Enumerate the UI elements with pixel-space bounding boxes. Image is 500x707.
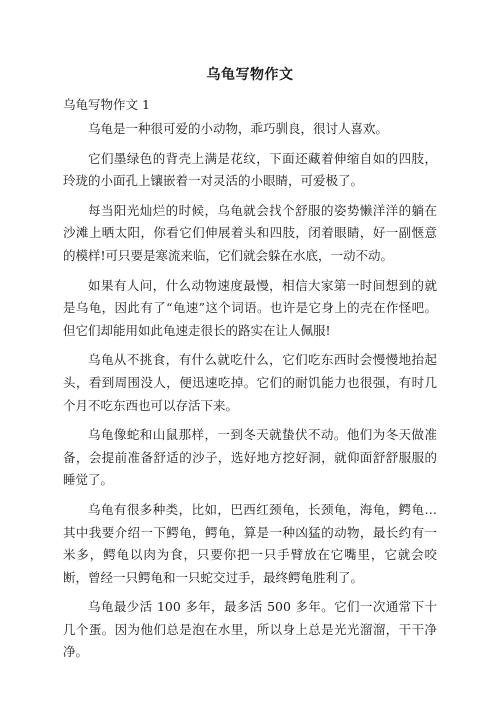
paragraph: 如果有人问，什么动物速度最慢，相信大家第一时间想到的就是乌龟，因此有了“龟速”这个词语。也许是它身上的壳在作怪吧。但它们却能用如此龟速走很长的路实在让人佩服! <box>63 277 437 338</box>
paragraph: 乌龟从不挑食，有什么就吃什么，它们吃东西时会慢慢地抬起头，看到周围没人，便迅速吃掉。它们的耐饥能力也很强，有时几个月不吃东西也可以存活下来。 <box>63 352 437 413</box>
article-body <box>63 118 437 671</box>
section-heading: 乌龟写物作文 1 <box>63 97 150 112</box>
paragraph: 乌龟有很多种类，比如，巴西红颈龟，长颈龟，海龟，鳄龟…其中我要介绍一下鳄龟，鳄龟，算是一种凶猛的动物，最长约有一米多，鳄龟以肉为食，只要你把一只手臂放在它嘴里，它就会咬断，曾经一只鳄龟和一只蛇交过手，最终鳄龟胜利了。 <box>63 501 437 585</box>
paragraph: 乌龟最少活 100 多年，最多活 500 多年。它们一次通常下十几个蛋。因为他们总是泡在水里，所以身上总是光光溜溜，干干净净。 <box>63 599 437 660</box>
paragraph: 它们墨绿色的背壳上满是花纹，下面还藏着伸缩自如的四肢，玲珑的小面孔上镶嵌着一对灵活的小眼睛，可爱极了。 <box>63 150 437 189</box>
paragraph: 乌龟是一种很可爱的小动物，乖巧驯良，很讨人喜欢。 <box>88 121 389 136</box>
paragraph: 乌龟像蛇和山鼠那样，一到冬天就蛰伏不动。他们为冬天做准备，会提前准备舒适的沙子，选好地方挖好洞，就仰面舒舒服服的睡觉了。 <box>63 427 437 488</box>
page-title: 乌龟写物作文 <box>206 67 294 83</box>
paragraph: 每当阳光灿烂的时候，乌龟就会找个舒服的姿势懒洋洋的躺在沙滩上晒太阳，你看它们伸展着头和四肢，闭着眼睛，好一副惬意的模样!可只要是寒流来临，它们就会躲在水底，一动不动。 <box>63 202 437 263</box>
